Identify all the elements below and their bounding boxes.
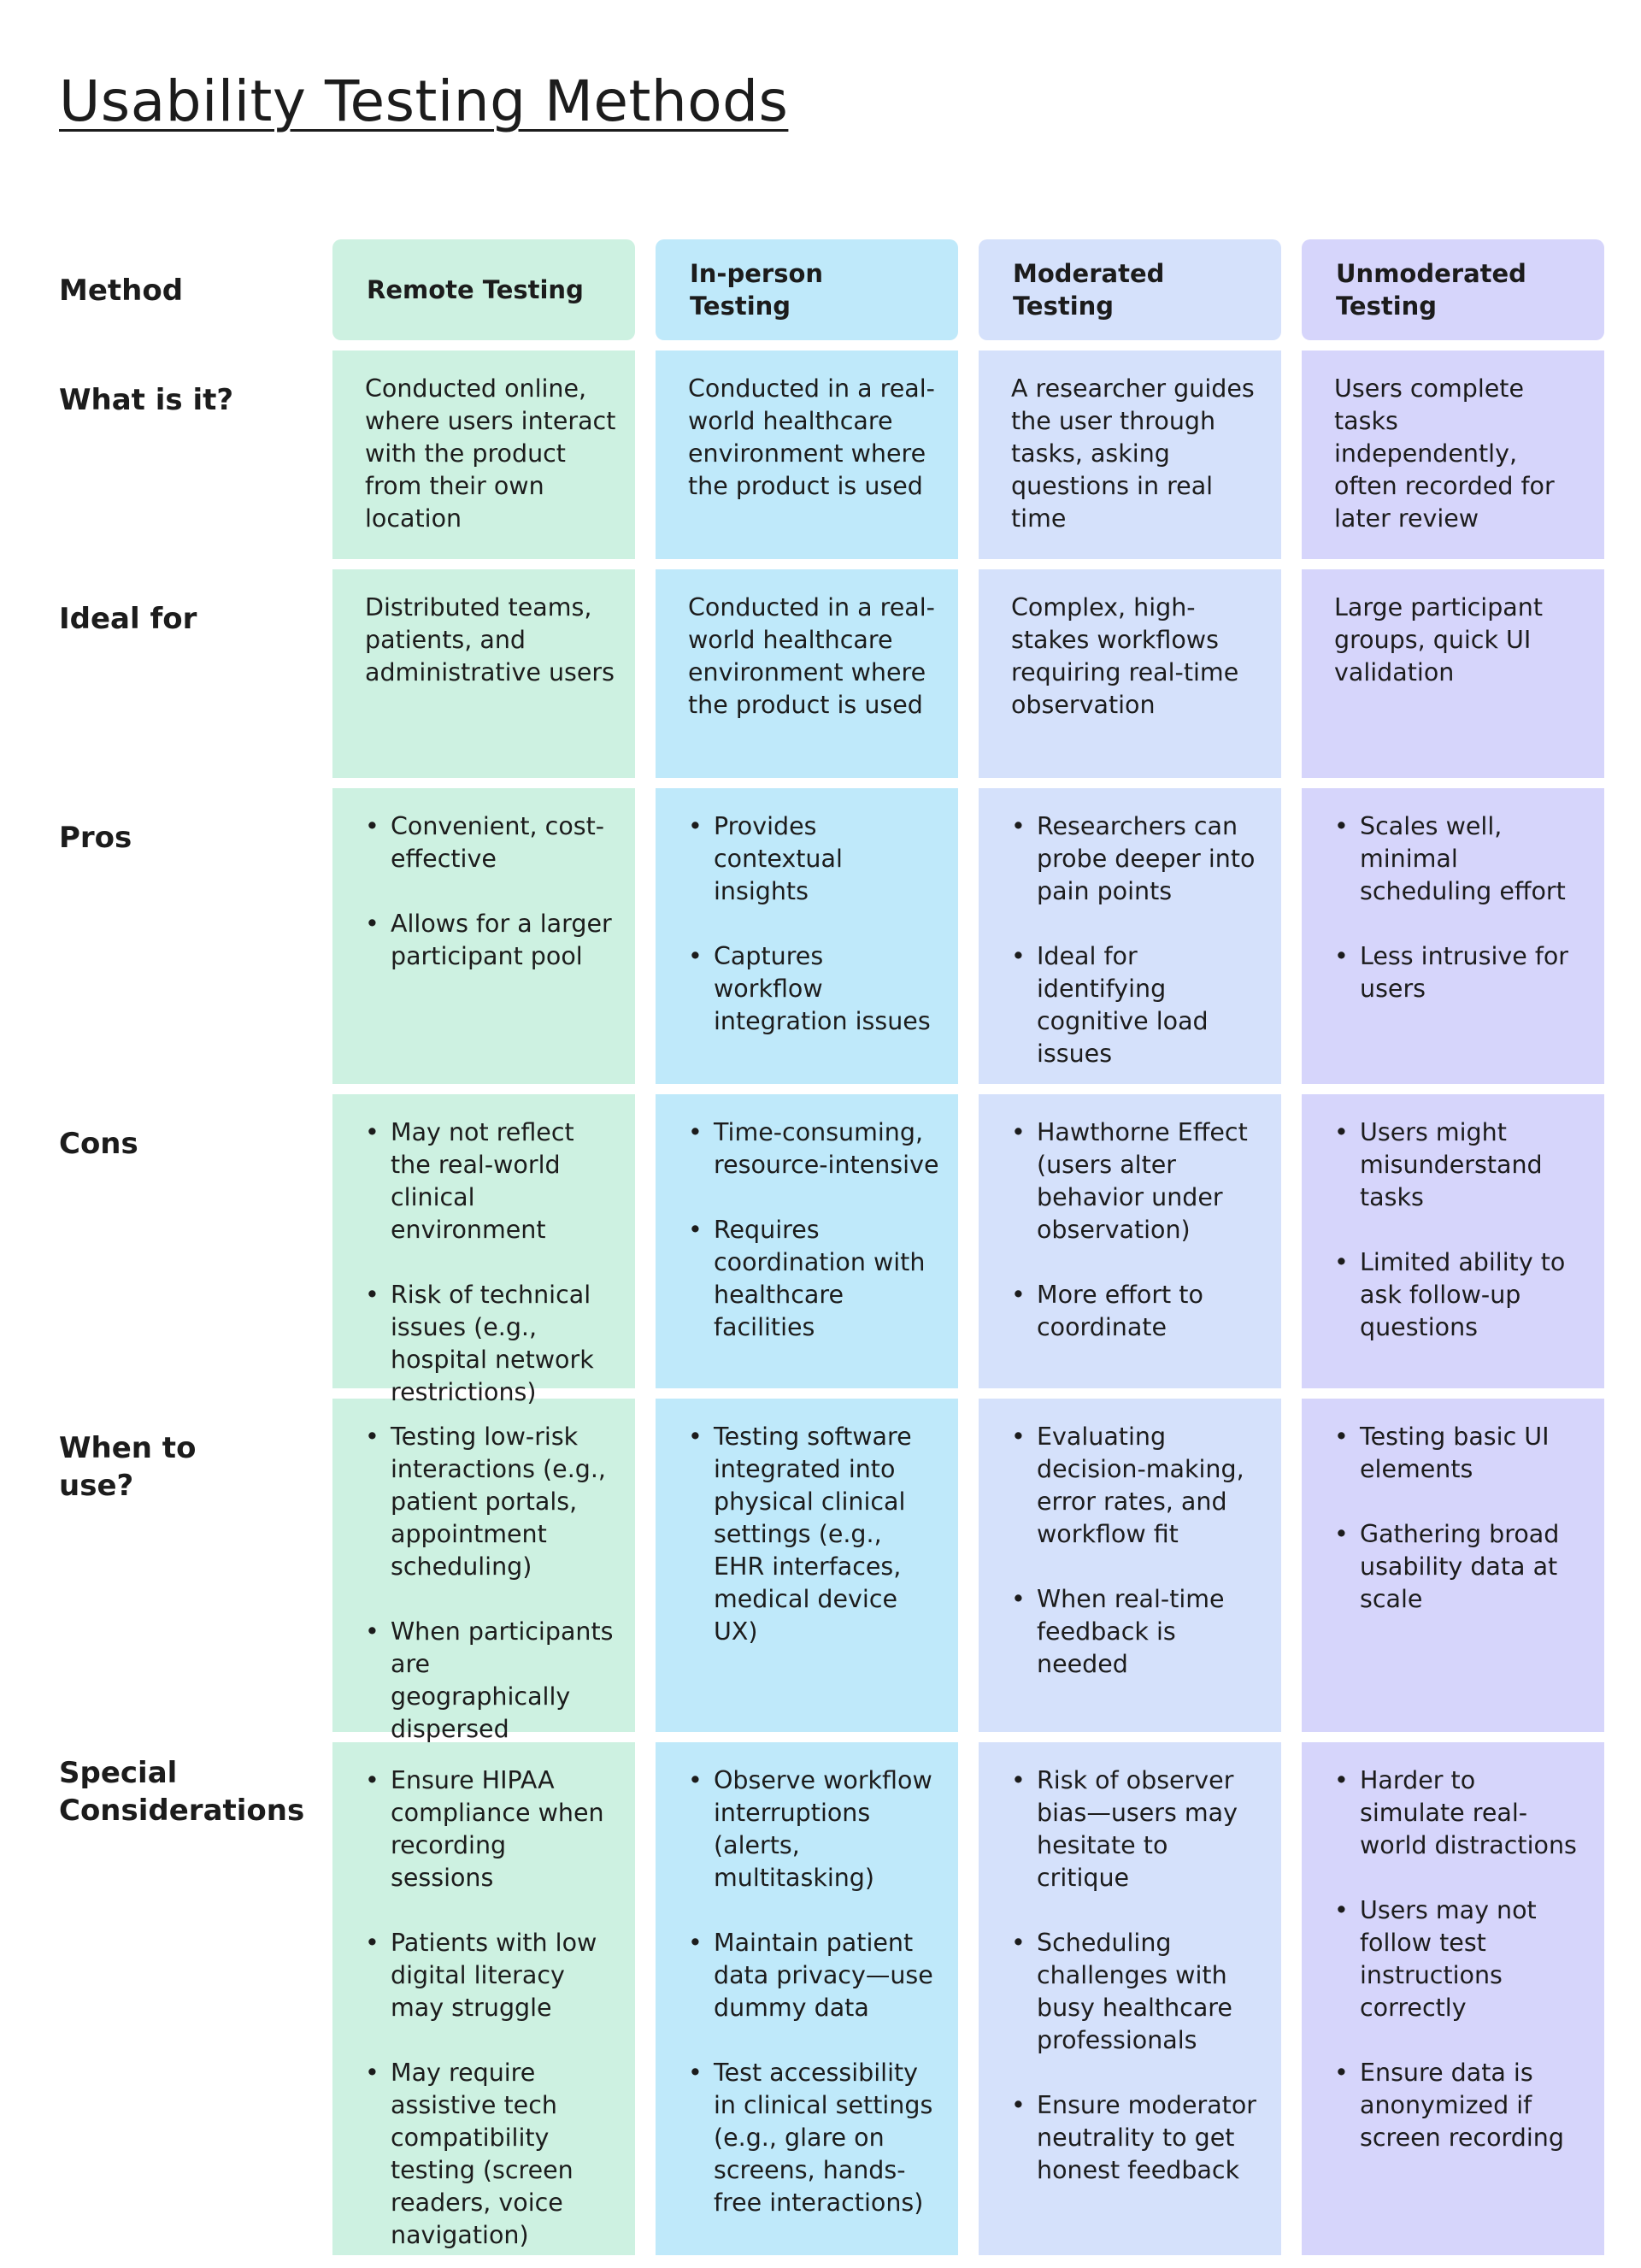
column-header-moderated: Moderated Testing xyxy=(979,239,1281,340)
cell-moderated-when xyxy=(979,1399,1281,1732)
bullet-list xyxy=(365,810,616,973)
cell-in-person-pros xyxy=(656,788,958,1084)
list-item: • Testing low-risk interactions (e.g., patient portals, appointment scheduling) xyxy=(365,1421,616,1583)
bullet-list xyxy=(1011,1421,1262,1681)
cell-unmoderated-special xyxy=(1302,1742,1604,2255)
cell-remote-ideal: Distributed teams, patients, and administrative users xyxy=(332,569,635,778)
list-item: • Evaluating decision-making, error rates, and workflow fit xyxy=(1011,1421,1262,1551)
bullet-list xyxy=(688,810,939,1038)
bullet-list xyxy=(365,1421,616,1746)
bullet-list xyxy=(365,1764,616,2252)
list-item: • Maintain patient data privacy—use dummy data xyxy=(688,1927,939,2024)
row-label-what: What is it? xyxy=(59,383,234,417)
list-item: • Patients with low digital literacy may struggle xyxy=(365,1927,616,2024)
cell-remote-special xyxy=(332,1742,635,2255)
list-item: • Testing software integrated into physical clinical settings (e.g., EHR interfaces, medical device UX) xyxy=(688,1421,939,1648)
list-item: • Time-consuming, resource-intensive xyxy=(688,1116,939,1181)
list-item: • Ideal for identifying cognitive load issues xyxy=(1011,940,1262,1070)
row-label-method: Method xyxy=(59,274,184,308)
cell-moderated-ideal: Complex, high-stakes workflows requiring real-time observation xyxy=(979,569,1281,778)
cell-unmoderated-pros xyxy=(1302,788,1604,1084)
cell-moderated-special xyxy=(979,1742,1281,2255)
list-item: • Provides contextual insights xyxy=(688,810,939,908)
bullet-list xyxy=(688,1116,939,1344)
list-item: • Convenient, cost-effective xyxy=(365,810,616,875)
bullet-list xyxy=(688,1421,939,1648)
cell-moderated-pros xyxy=(979,788,1281,1084)
column-header-remote: Remote Testing xyxy=(332,239,635,340)
comparison-table xyxy=(59,239,1604,2255)
list-item: • Risk of technical issues (e.g., hospital network restrictions) xyxy=(365,1279,616,1409)
cell-in-person-special xyxy=(656,1742,958,2255)
row-label-ideal: Ideal for xyxy=(59,602,197,636)
bullet-list xyxy=(365,1116,616,1409)
cell-in-person-ideal: Conducted in a real-world healthcare environment where the product is used xyxy=(656,569,958,778)
list-item: • When real-time feedback is needed xyxy=(1011,1583,1262,1681)
list-item: • Hawthorne Effect (users alter behavior under observation) xyxy=(1011,1116,1262,1246)
list-item: • Limited ability to ask follow-up questions xyxy=(1334,1246,1585,1344)
list-item: • Captures workflow integration issues xyxy=(688,940,939,1038)
bullet-list xyxy=(1011,810,1262,1070)
bullet-list xyxy=(1334,1116,1585,1344)
cell-unmoderated-what: Users complete tasks independently, often recorded for later review xyxy=(1302,351,1604,559)
cell-remote-what: Conducted online, where users interact with the product from their own location xyxy=(332,351,635,559)
cell-remote-when xyxy=(332,1399,635,1743)
list-item: • Researchers can probe deeper into pain points xyxy=(1011,810,1262,908)
list-item: • May not reflect the real-world clinical environment xyxy=(365,1116,616,1246)
list-item: • Ensure HIPAA compliance when recording sessions xyxy=(365,1764,616,1894)
row-label-special: Special Considerations xyxy=(59,1756,305,1828)
list-item: • Users might misunderstand tasks xyxy=(1334,1116,1585,1214)
bullet-list xyxy=(1011,1764,1262,2187)
list-item: • Users may not follow test instructions correctly xyxy=(1334,1894,1585,2024)
list-item: • Risk of observer bias—users may hesitate to critique xyxy=(1011,1764,1262,1894)
list-item: • Ensure moderator neutrality to get honest feedback xyxy=(1011,2089,1262,2187)
list-item: • Test accessibility in clinical settings (e.g., glare on screens, hands-free interactions) xyxy=(688,2057,939,2219)
row-label-when: When to use? xyxy=(59,1431,197,1503)
list-item: • Scales well, minimal scheduling effort xyxy=(1334,810,1585,908)
cell-in-person-what: Conducted in a real-world healthcare environment where the product is used xyxy=(656,351,958,559)
list-item: • Ensure data is anonymized if screen recording xyxy=(1334,2057,1585,2154)
list-item: • Observe workflow interruptions (alerts, multitasking) xyxy=(688,1764,939,1894)
cell-unmoderated-ideal: Large participant groups, quick UI validation xyxy=(1302,569,1604,778)
cell-in-person-when xyxy=(656,1399,958,1732)
list-item: • Gathering broad usability data at scale xyxy=(1334,1518,1585,1616)
cell-moderated-cons xyxy=(979,1094,1281,1388)
cell-remote-pros xyxy=(332,788,635,1084)
list-item: • More effort to coordinate xyxy=(1011,1279,1262,1344)
list-item: • Testing basic UI elements xyxy=(1334,1421,1585,1486)
page-title: Usability Testing Methods xyxy=(59,68,789,134)
list-item: • Allows for a larger participant pool xyxy=(365,908,616,973)
row-label-pros: Pros xyxy=(59,821,132,855)
list-item: • May require assistive tech compatibility testing (screen readers, voice navigation) xyxy=(365,2057,616,2252)
list-item: • When participants are geographically dispersed xyxy=(365,1616,616,1746)
bullet-list xyxy=(1334,1421,1585,1616)
cell-unmoderated-when xyxy=(1302,1399,1604,1732)
cell-in-person-cons xyxy=(656,1094,958,1388)
bullet-list xyxy=(1334,810,1585,1005)
cell-unmoderated-cons xyxy=(1302,1094,1604,1388)
row-label-cons: Cons xyxy=(59,1127,138,1161)
bullet-list xyxy=(1334,1764,1585,2154)
list-item: • Harder to simulate real-world distractions xyxy=(1334,1764,1585,1862)
list-item: • Less intrusive for users xyxy=(1334,940,1585,1005)
bullet-list xyxy=(688,1764,939,2219)
cell-remote-cons xyxy=(332,1094,635,1406)
column-header-unmoderated: Unmoderated Testing xyxy=(1302,239,1604,340)
list-item: • Scheduling challenges with busy healthcare professionals xyxy=(1011,1927,1262,2057)
list-item: • Requires coordination with healthcare facilities xyxy=(688,1214,939,1344)
cell-moderated-what: A researcher guides the user through tasks, asking questions in real time xyxy=(979,351,1281,559)
bullet-list xyxy=(1011,1116,1262,1344)
column-header-in-person: In-person Testing xyxy=(656,239,958,340)
